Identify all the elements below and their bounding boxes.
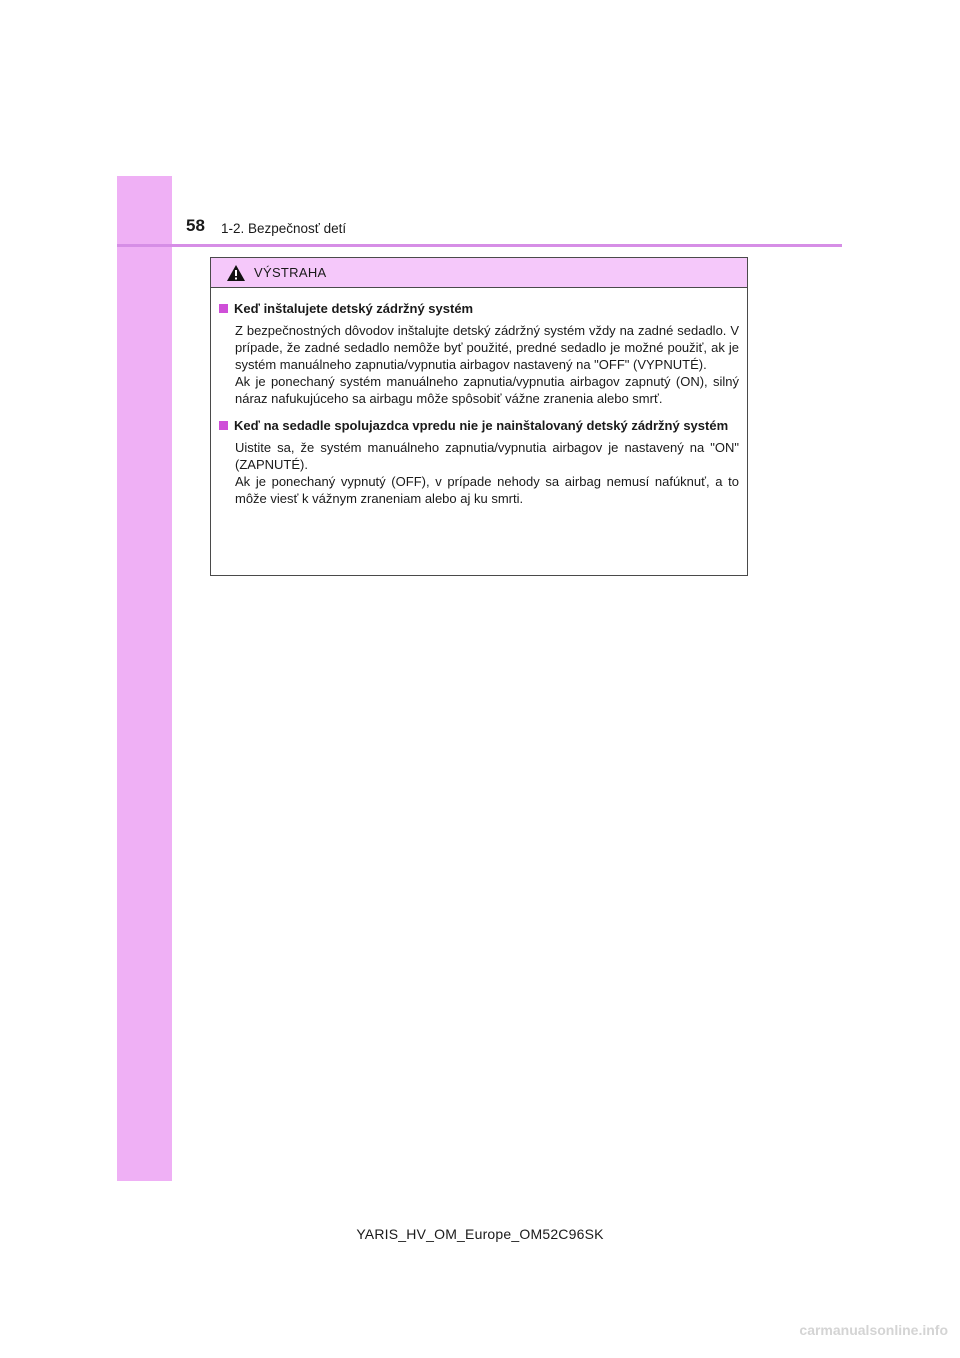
paragraph: Z bezpečnostných dôvodov inštalujte detský zádržný systém vždy na zadné sedadlo. V prípade, že zadné sedadlo nemôže byť použité, predné sedadlo je možné použiť, ak je systém manuálneho zapnutia/vypnutia airbagov nastavený na "OFF" (VYPNUTÉ). <box>235 323 739 372</box>
warning-item-text <box>235 439 739 507</box>
watermark: carmanualsonline.info <box>799 1322 948 1338</box>
warning-body <box>211 288 747 507</box>
warning-item <box>219 417 739 507</box>
section-title: 1-2. Bezpečnosť detí <box>221 221 347 236</box>
bullet-square-icon <box>219 421 228 430</box>
warning-triangle-icon <box>226 264 246 282</box>
warning-item <box>219 300 739 407</box>
bullet-square-icon <box>219 304 228 313</box>
header-rule <box>117 244 842 247</box>
sidebar-tab <box>117 176 172 1181</box>
paragraph: Uistite sa, že systém manuálneho zapnutia/vypnutia airbagov je nastavený na "ON" (ZAPNUTÉ). <box>235 440 739 472</box>
warning-box <box>210 257 748 576</box>
warning-item-title: Keď inštalujete detský zádržný systém <box>234 301 474 316</box>
warning-item-title: Keď na sedadle spolujazdca vpredu nie je nainštalovaný detský zádržný systém <box>234 418 729 433</box>
paragraph: Ak je ponechaný vypnutý (OFF), v prípade nehody sa airbag nemusí nafúknuť, a to môže viesť k vážnym zraneniam alebo aj ku smrti. <box>235 474 739 506</box>
page-number: 58 <box>186 216 205 235</box>
warning-item-text <box>235 322 739 407</box>
paragraph: Ak je ponechaný systém manuálneho zapnutia/vypnutia airbagov zapnutý (ON), silný náraz nafukujúceho sa airbagu môže spôsobiť vážne zranenia alebo smrť. <box>235 374 739 406</box>
warning-header <box>211 258 747 288</box>
document-code: YARIS_HV_OM_Europe_OM52C96SK <box>356 1226 604 1242</box>
warning-label: VÝSTRAHA <box>254 265 327 280</box>
